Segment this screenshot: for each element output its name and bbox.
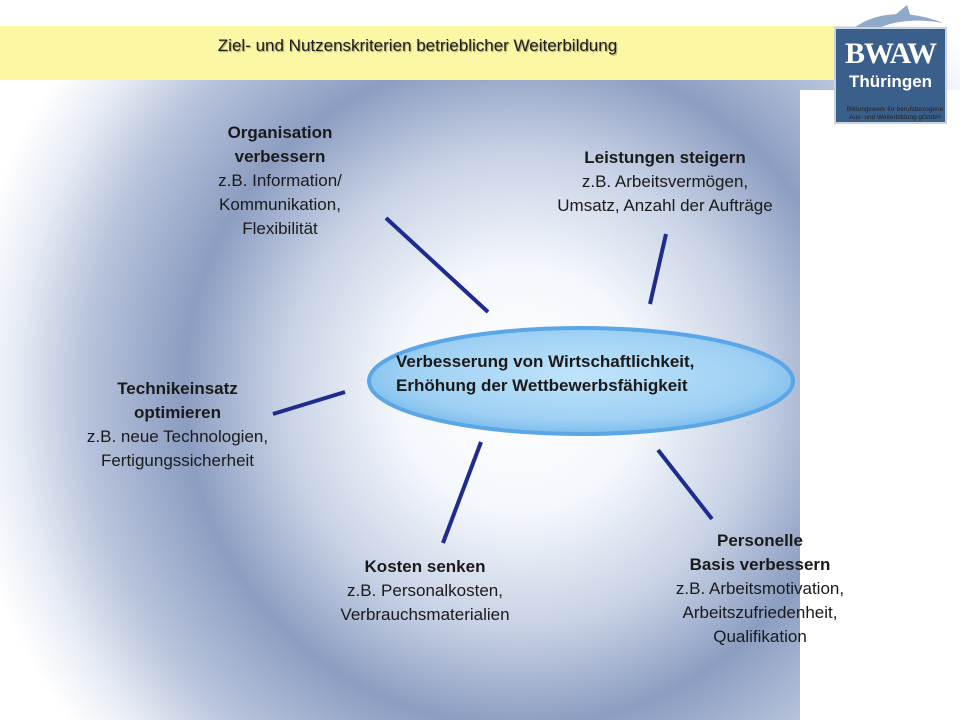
node-personal	[640, 529, 880, 649]
node-leistungen	[510, 146, 820, 218]
connector-organisation	[386, 218, 488, 312]
page-title: Ziel- und Nutzenskriterien betrieblicher Weiterbildung	[217, 36, 618, 55]
node-technik-heading-1: Technikeinsatz	[117, 379, 238, 398]
node-organisation-detail-2: Kommunikation,	[219, 195, 341, 214]
logo-mark: BWAW	[844, 37, 937, 70]
node-technik-detail-1: z.B. neue Technologien,	[86, 427, 269, 446]
node-organisation	[180, 121, 380, 241]
center-line-2: Erhöhung der Wettbewerbsfähigkeit	[396, 376, 688, 395]
node-technik-detail-2: Fertigungssicherheit	[100, 451, 255, 470]
node-personal-detail-2: Arbeitszufriedenheit,	[682, 603, 838, 622]
node-organisation-detail-3: Flexibilität	[242, 219, 318, 238]
center-line-1: Verbesserung von Wirtschaftlichkeit,	[396, 352, 695, 371]
node-personal-detail-1: z.B. Arbeitsmotivation,	[675, 579, 845, 598]
connector-kosten	[443, 442, 481, 543]
node-leistungen-detail-1: z.B. Arbeitsvermögen,	[581, 172, 749, 191]
node-kosten	[300, 555, 550, 627]
center-goal	[396, 350, 694, 398]
node-kosten-heading: Kosten senken	[364, 557, 486, 576]
logo-subtitle: Bildungswerk für berufsbezogene Aus- und Weiterbildung gGmbH	[846, 106, 944, 121]
node-organisation-heading-1: Organisation	[227, 123, 333, 142]
node-personal-detail-3: Qualifikation	[713, 627, 807, 646]
logo-region: Thüringen	[848, 72, 933, 91]
connector-personal	[658, 450, 712, 519]
node-organisation-heading-2: verbessern	[234, 147, 326, 166]
node-technik	[50, 377, 305, 473]
node-personal-heading-1: Personelle	[717, 531, 803, 550]
node-kosten-detail-2: Verbrauchsmaterialien	[340, 605, 510, 624]
node-leistungen-detail-2: Umsatz, Anzahl der Aufträge	[557, 196, 773, 215]
node-leistungen-heading: Leistungen steigern	[584, 148, 746, 167]
connector-leistungen	[650, 234, 666, 304]
node-personal-heading-2: Basis verbessern	[689, 555, 831, 574]
node-technik-heading-2: optimieren	[134, 403, 221, 422]
node-kosten-detail-1: z.B. Personalkosten,	[347, 581, 503, 600]
node-organisation-detail-1: z.B. Information/	[218, 171, 342, 190]
